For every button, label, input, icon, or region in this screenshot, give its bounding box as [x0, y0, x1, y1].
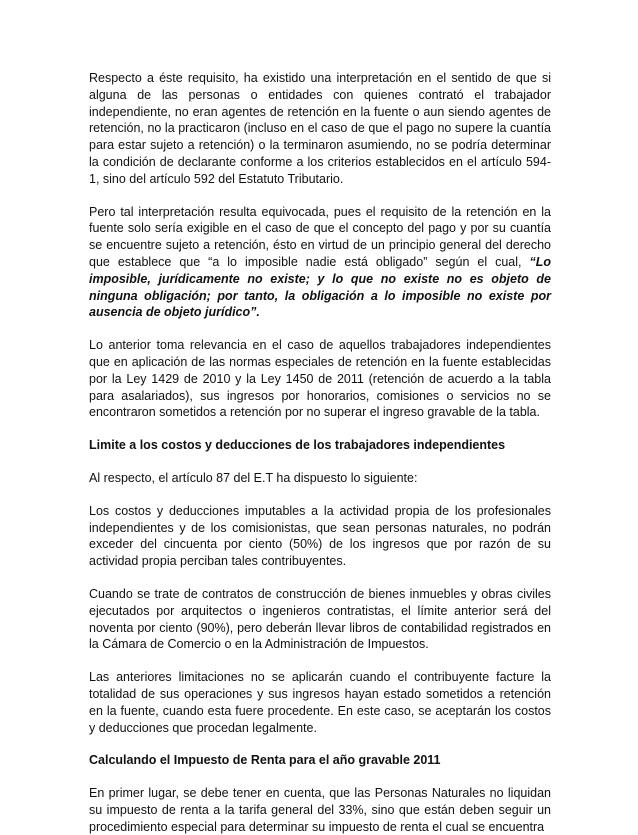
paragraph-relevancia: Lo anterior toma relevancia en el caso de aquellos trabajadores independientes que en aplicación de las normas especiales de retención en la fuente establecidas por la Ley 1429 de 2010 y la Ley 1450 de 2011 (retención de acuerdo a la tabla para asalariados), sus ingresos por honorarios, comisiones o servicios no se encontraron sometidos a retención por no superar el ingreso gravable de la tabla.: [89, 338, 551, 420]
heading-limite-costos: Limite a los costos y deducciones de los trabajadores independientes: [89, 438, 506, 453]
heading-calculando-impuesto: Calculando el Impuesto de Renta para el año gravable 2011: [89, 753, 441, 768]
paragraph-primer-lugar: En primer lugar, se debe tener en cuenta, que las Personas Naturales no liquidan su impuesto de renta a la tarifa general del 33%, sino que están deben seguir un procedimiento especial para determinar su impuesto de renta el cual se encuentra: [89, 786, 551, 834]
paragraph-articulo-87: Al respecto, el artículo 87 del E.T ha dispuesto lo siguiente:: [89, 470, 418, 485]
paragraph-interpretacion: [89, 204, 551, 322]
paragraph-contratos-construccion: Cuando se trate de contratos de construcción de bienes inmuebles y obras civiles ejecutados por arquitectos o ingenieros contratistas, el límite anterior será del noventa por ciento (90%), pero deberán llevar libros de contabilidad registrados en la Cámara de Comercio o en la Administración de Impuestos.: [89, 586, 551, 652]
paragraph-costos-deducciones: Los costos y deducciones imputables a la actividad propia de los profesionales independientes y de los comisionistas, que sean personas naturales, no podrán exceder del cincuenta por ciento (50%) de los ingresos que por razón de su actividad propia perciban tales contribuyentes.: [89, 503, 551, 569]
paragraph-interpretacion-text: Pero tal interpretación resulta equivocada, pues el requisito de la retención en la fuente solo sería exigible en el caso de que el concepto del pago y por su cuantía se encuentre sujeto a retención, ésto en virtud de un principio general del derecho que establece que “a lo imposible nadie está obligado” según el cual,: [89, 204, 551, 269]
paragraph-limitaciones: Las anteriores limitaciones no se aplicarán cuando el contribuyente facture la totalidad de sus operaciones y sus ingresos hayan estado sometidos a retención en la fuente, cuando esta fuere procedente. En este caso, se aceptarán los costos y deducciones que procedan legalmente.: [89, 670, 551, 735]
legal-principle-quote: “Lo imposible, jurídicamente no existe; y lo que no existe no es objeto de ninguna obligación; por tanto, la obligación a lo imposible no existe por ausencia de objeto jurídico”.: [89, 254, 551, 320]
paragraph-requisito: Respecto a éste requisito, ha existido una interpretación en el sentido de que si alguna de las personas o entidades con quienes contrató el trabajador independiente, no eran agentes de retención en la fuente o aun siendo agentes de retención, no la practicaron (incluso en el caso de que el pago no supere la cuantía para estar sujeto a retención) o la terminaron asumiendo, no se podría determinar la condición de declarante conforme a los criterios establecidos en el artículo 594-1, sino del artículo 592 del Estatuto Tributario.: [89, 71, 551, 186]
